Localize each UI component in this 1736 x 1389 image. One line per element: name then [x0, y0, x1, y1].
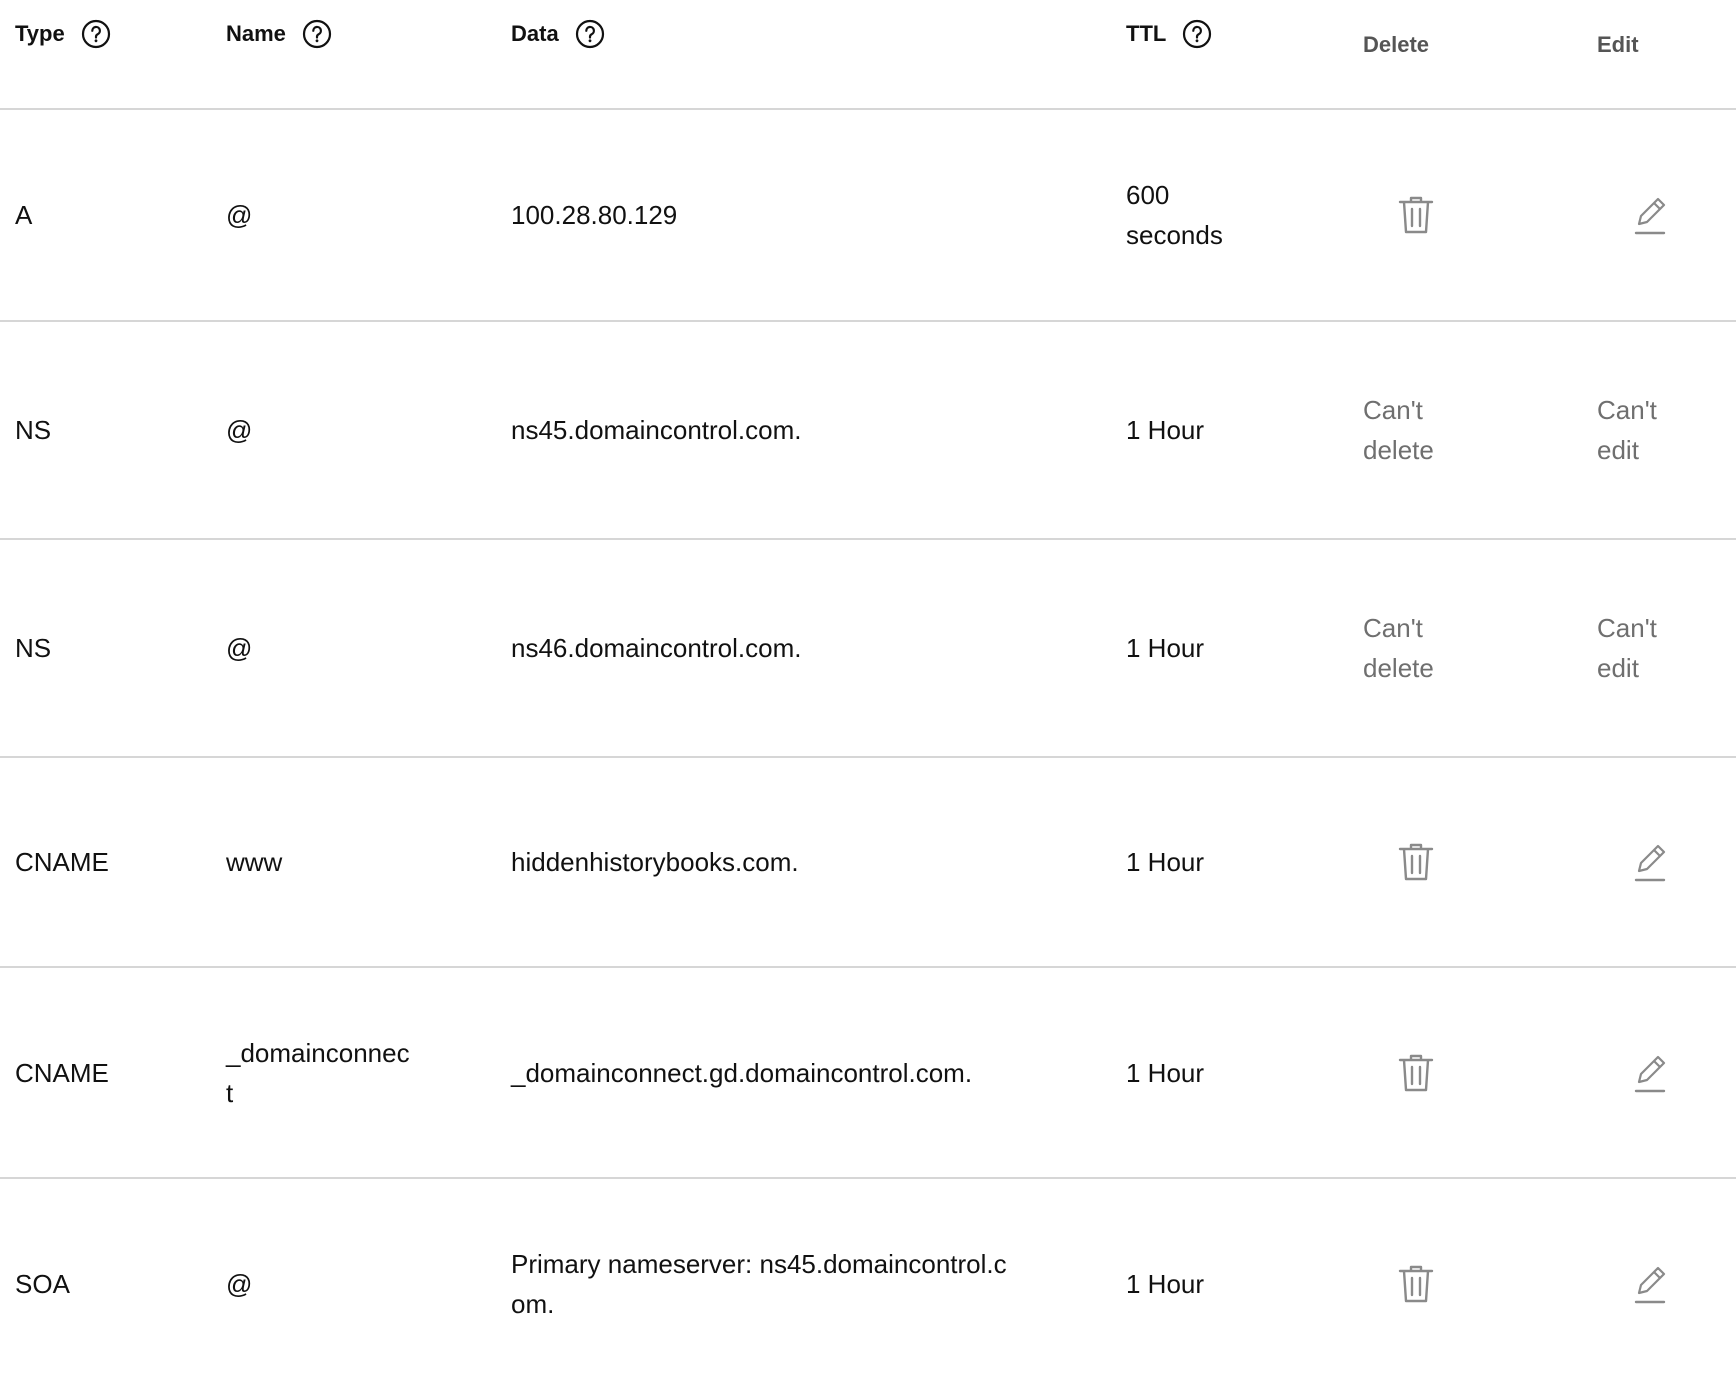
- record-name-text: @: [226, 415, 253, 445]
- cant-edit-text: [1597, 322, 1677, 538]
- record-type: [15, 110, 215, 320]
- record-ttl-text: 1 Hour: [1126, 847, 1205, 877]
- record-ttl-text: 600 seconds: [1126, 180, 1223, 250]
- record-name-text: @: [226, 1269, 253, 1299]
- record-data: [511, 322, 1011, 538]
- record-data: [511, 110, 1011, 320]
- record-type-text: SOA: [15, 1269, 70, 1299]
- trash-icon[interactable]: [1386, 968, 1446, 1177]
- cant-delete-text: [1363, 540, 1453, 756]
- header-type-label: Type: [15, 21, 65, 46]
- record-type-text: CNAME: [15, 1057, 109, 1088]
- record-ttl-text: 1 Hour: [1126, 1269, 1205, 1299]
- cant-delete-text-text: Can't delete: [1363, 395, 1434, 465]
- record-data-text: Primary nameserver: ns45.domaincontrol.com.: [511, 1249, 1007, 1319]
- record-name: [226, 322, 416, 538]
- record-data: [511, 758, 1011, 966]
- record-data: [511, 1179, 1011, 1389]
- record-type-text: NS: [15, 415, 52, 445]
- record-name: [226, 110, 416, 320]
- header-ttl: [1126, 14, 1212, 54]
- record-ttl-text: 1 Hour: [1126, 1057, 1205, 1088]
- record-data-text: _domainconnect.gd.domaincontrol.com.: [511, 1057, 973, 1088]
- record-ttl: [1126, 110, 1236, 320]
- cant-edit-text-text: Can't edit: [1597, 395, 1657, 465]
- record-name-text: @: [226, 633, 253, 663]
- question-circle-icon[interactable]: [81, 19, 111, 49]
- record-data-text: ns45.domaincontrol.com.: [511, 415, 802, 445]
- table-header: [0, 0, 1736, 110]
- pencil-icon[interactable]: [1620, 1179, 1680, 1389]
- header-edit-label: Edit: [1597, 32, 1639, 57]
- record-ttl: [1126, 540, 1236, 756]
- record-data-text: ns46.domaincontrol.com.: [511, 633, 802, 663]
- record-type: [15, 540, 215, 756]
- header-data: [511, 14, 605, 54]
- cant-edit-text-text: Can't edit: [1597, 613, 1657, 683]
- record-ttl: [1126, 1179, 1236, 1389]
- record-name: [226, 968, 416, 1177]
- record-type-text: NS: [15, 633, 52, 663]
- question-circle-icon[interactable]: [302, 19, 332, 49]
- header-delete: [1363, 0, 1430, 57]
- trash-icon[interactable]: [1386, 110, 1446, 320]
- record-name-text: _domainconnect: [226, 1037, 410, 1108]
- trash-icon[interactable]: [1386, 758, 1446, 966]
- table-row: [0, 322, 1736, 540]
- pencil-icon[interactable]: [1620, 110, 1680, 320]
- question-circle-icon[interactable]: [1182, 19, 1212, 49]
- record-type: [15, 758, 215, 966]
- record-data: [511, 540, 1011, 756]
- record-data-text: 100.28.80.129: [511, 200, 678, 230]
- header-type: [15, 14, 111, 54]
- header-edit: [1597, 0, 1639, 57]
- record-type: [15, 322, 215, 538]
- header-delete-label: Delete: [1363, 32, 1430, 57]
- record-type-text: CNAME: [15, 847, 109, 877]
- record-type: [15, 968, 215, 1177]
- header-ttl-label: TTL: [1126, 21, 1167, 46]
- record-data-text: hiddenhistorybooks.com.: [511, 847, 799, 877]
- record-type: [15, 1179, 215, 1389]
- record-name: [226, 1179, 416, 1389]
- record-name: [226, 758, 416, 966]
- header-data-label: Data: [511, 21, 559, 46]
- record-ttl: [1126, 968, 1236, 1177]
- record-data: [511, 968, 1011, 1177]
- table-row: [0, 540, 1736, 758]
- table-row: [0, 968, 1736, 1179]
- record-ttl: [1126, 322, 1236, 538]
- pencil-icon[interactable]: [1620, 968, 1680, 1177]
- header-name-label: Name: [226, 21, 286, 46]
- header-name: [226, 14, 332, 54]
- question-circle-icon[interactable]: [575, 19, 605, 49]
- cant-edit-text: [1597, 540, 1677, 756]
- record-type-text: A: [15, 200, 33, 230]
- table-row: [0, 758, 1736, 968]
- record-ttl-text: 1 Hour: [1126, 633, 1205, 663]
- table-row: [0, 1179, 1736, 1389]
- table-row: [0, 110, 1736, 322]
- record-name-text: @: [226, 200, 253, 230]
- record-name: [226, 540, 416, 756]
- trash-icon[interactable]: [1386, 1179, 1446, 1389]
- record-ttl-text: 1 Hour: [1126, 415, 1205, 445]
- record-ttl: [1126, 758, 1236, 966]
- cant-delete-text: [1363, 322, 1453, 538]
- pencil-icon[interactable]: [1620, 758, 1680, 966]
- record-name-text: www: [226, 847, 283, 877]
- cant-delete-text-text: Can't delete: [1363, 613, 1434, 683]
